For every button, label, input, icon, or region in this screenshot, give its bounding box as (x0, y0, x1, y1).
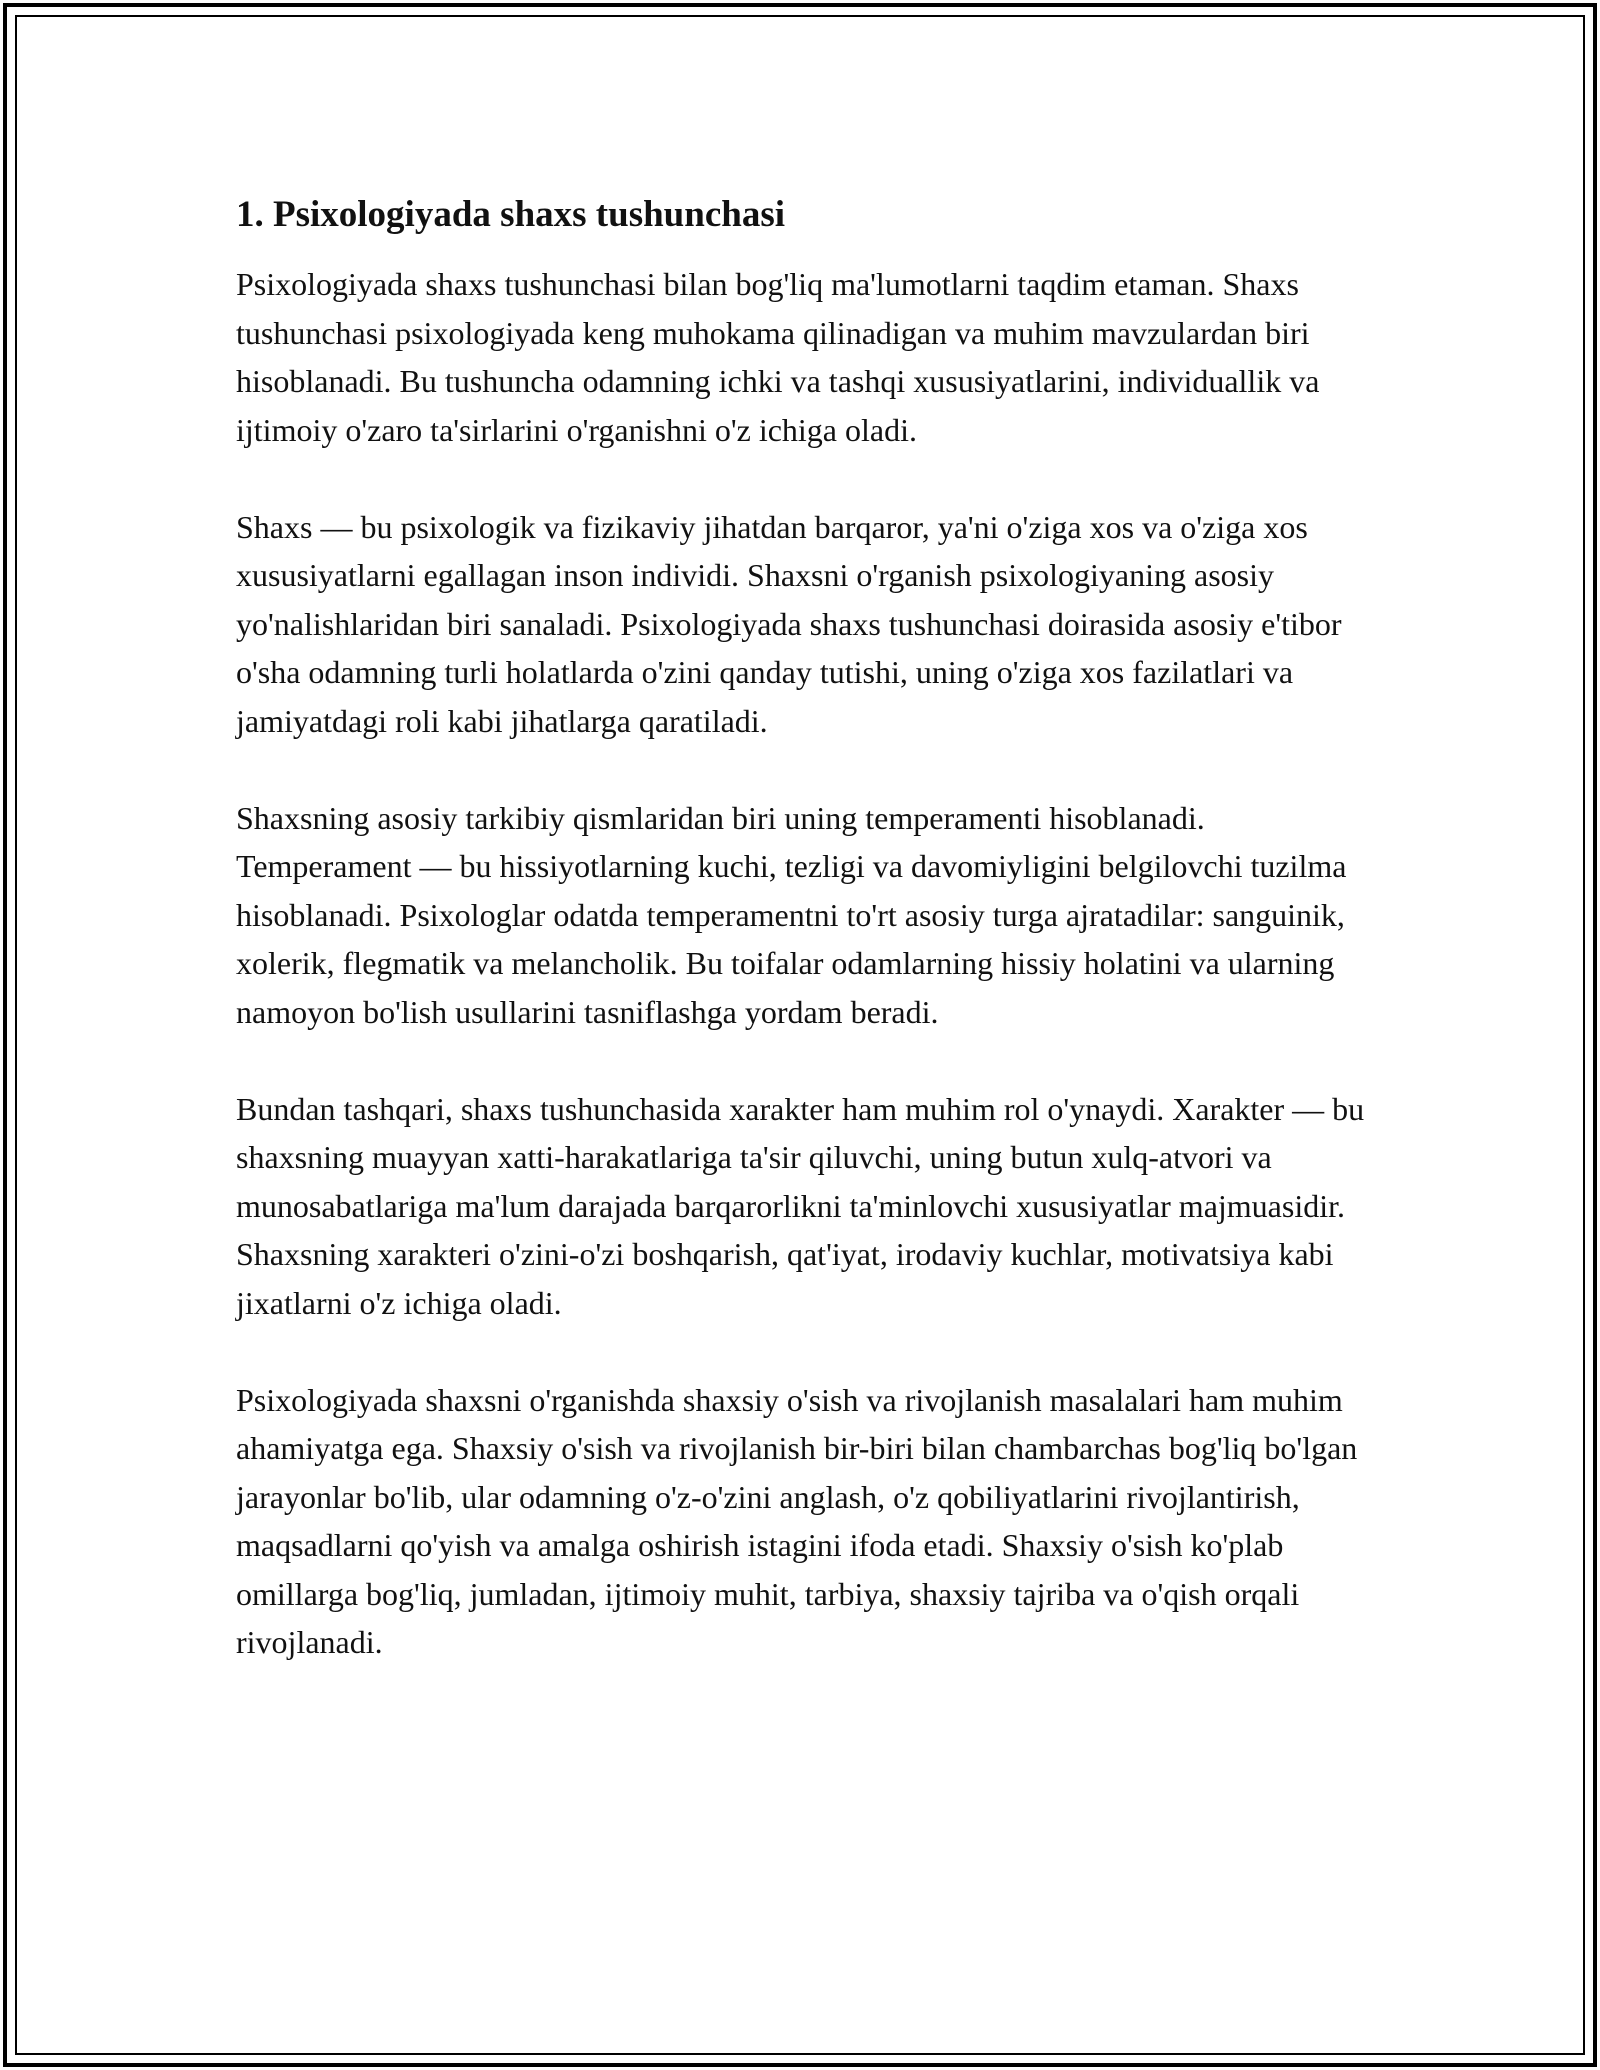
paragraph-xarakter: Bundan tashqari, shaxs tushunchasida xarakter ham muhim rol o'ynaydi. Xarakter — bu shaxsning muayyan xatti-harakatlariga ta'sir qiluvchi, uning butun xulq-atvori va munosabatlariga ma'lum darajada barqarorlikni ta'minlovchi xususiyatlar majmuasidir. Shaxsning xarakteri o'zini-o'zi boshqarish, qat'iyat, irodaviy kuchlar, motivatsiya kabi jixatlarni o'z ichiga oladi. (236, 1090, 1365, 1321)
document-body (236, 190, 1386, 1715)
paragraph-temperament: Shaxsning asosiy tarkibiy qismlaridan biri uning temperamenti hisoblanadi. Temperament — bu hissiyotlarning kuchi, tezligi va davomiyligini belgilovchi tuzilma hisoblanadi. Psixologlar odatda temperamentni to'rt asosiy turga ajratadilar: sanguinik, xolerik, flegmatik va melancholik. Bu toifalar odamlarning hissiy holatini va ularning namoyon bo'lish usullarini tasniflashga yordam beradi. (236, 799, 1347, 1030)
paragraph-personal-growth: Psixologiyada shaxsni o'rganishda shaxsiy o'sish va rivojlanish masalalari ham muhim ahamiyatga ega. Shaxsiy o'sish va rivojlanish bir-biri bilan chambarchas bog'liq bo'lgan jarayonlar bo'lib, ular odamning o'z-o'zini anglash, o'z qobiliyatlarini rivojlantirish, maqsadlarni qo'yish va amalga oshirish istagini ifoda etadi. Shaxsiy o'sish ko'plab omillarga bog'liq, jumladan, ijtimoiy muhit, tarbiya, shaxsiy tajriba va o'qish orqali rivojlanadi. (236, 1381, 1358, 1660)
paragraph-shaxs-intro: Psixologiyada shaxs tushunchasi bilan bog'liq ma'lumotlarni taqdim etaman. Shaxs tushunchasi psixologiyada keng muhokama qilinadigan va muhim mavzulardan biri hisoblanadi. Bu tushuncha odamning ichki va tashqi xususiyatlarini, individuallik va ijtimoiy o'zaro ta'sirlarini o'rganishni o'z ichiga oladi. (236, 266, 1320, 448)
page-title: 1. Psixologiyada shaxs tushunchasi (236, 194, 786, 235)
paragraph-shaxs-definition: Shaxs — bu psixologik va fizikaviy jihatdan barqaror, ya'ni o'ziga xos va o'ziga xos xususiyatlarni egallagan inson individi. Shaxsni o'rganish psixologiyaning asosiy yo'nalishlaridan biri sanaladi. Psixologiyada shaxs tushunchasi doirasida asosiy e'tibor o'sha odamning turli holatlarda o'zini qanday tutishi, uning o'ziga xos fazilatlari va jamiyatdagi roli kabi jihatlarga qaratiladi. (236, 508, 1342, 739)
